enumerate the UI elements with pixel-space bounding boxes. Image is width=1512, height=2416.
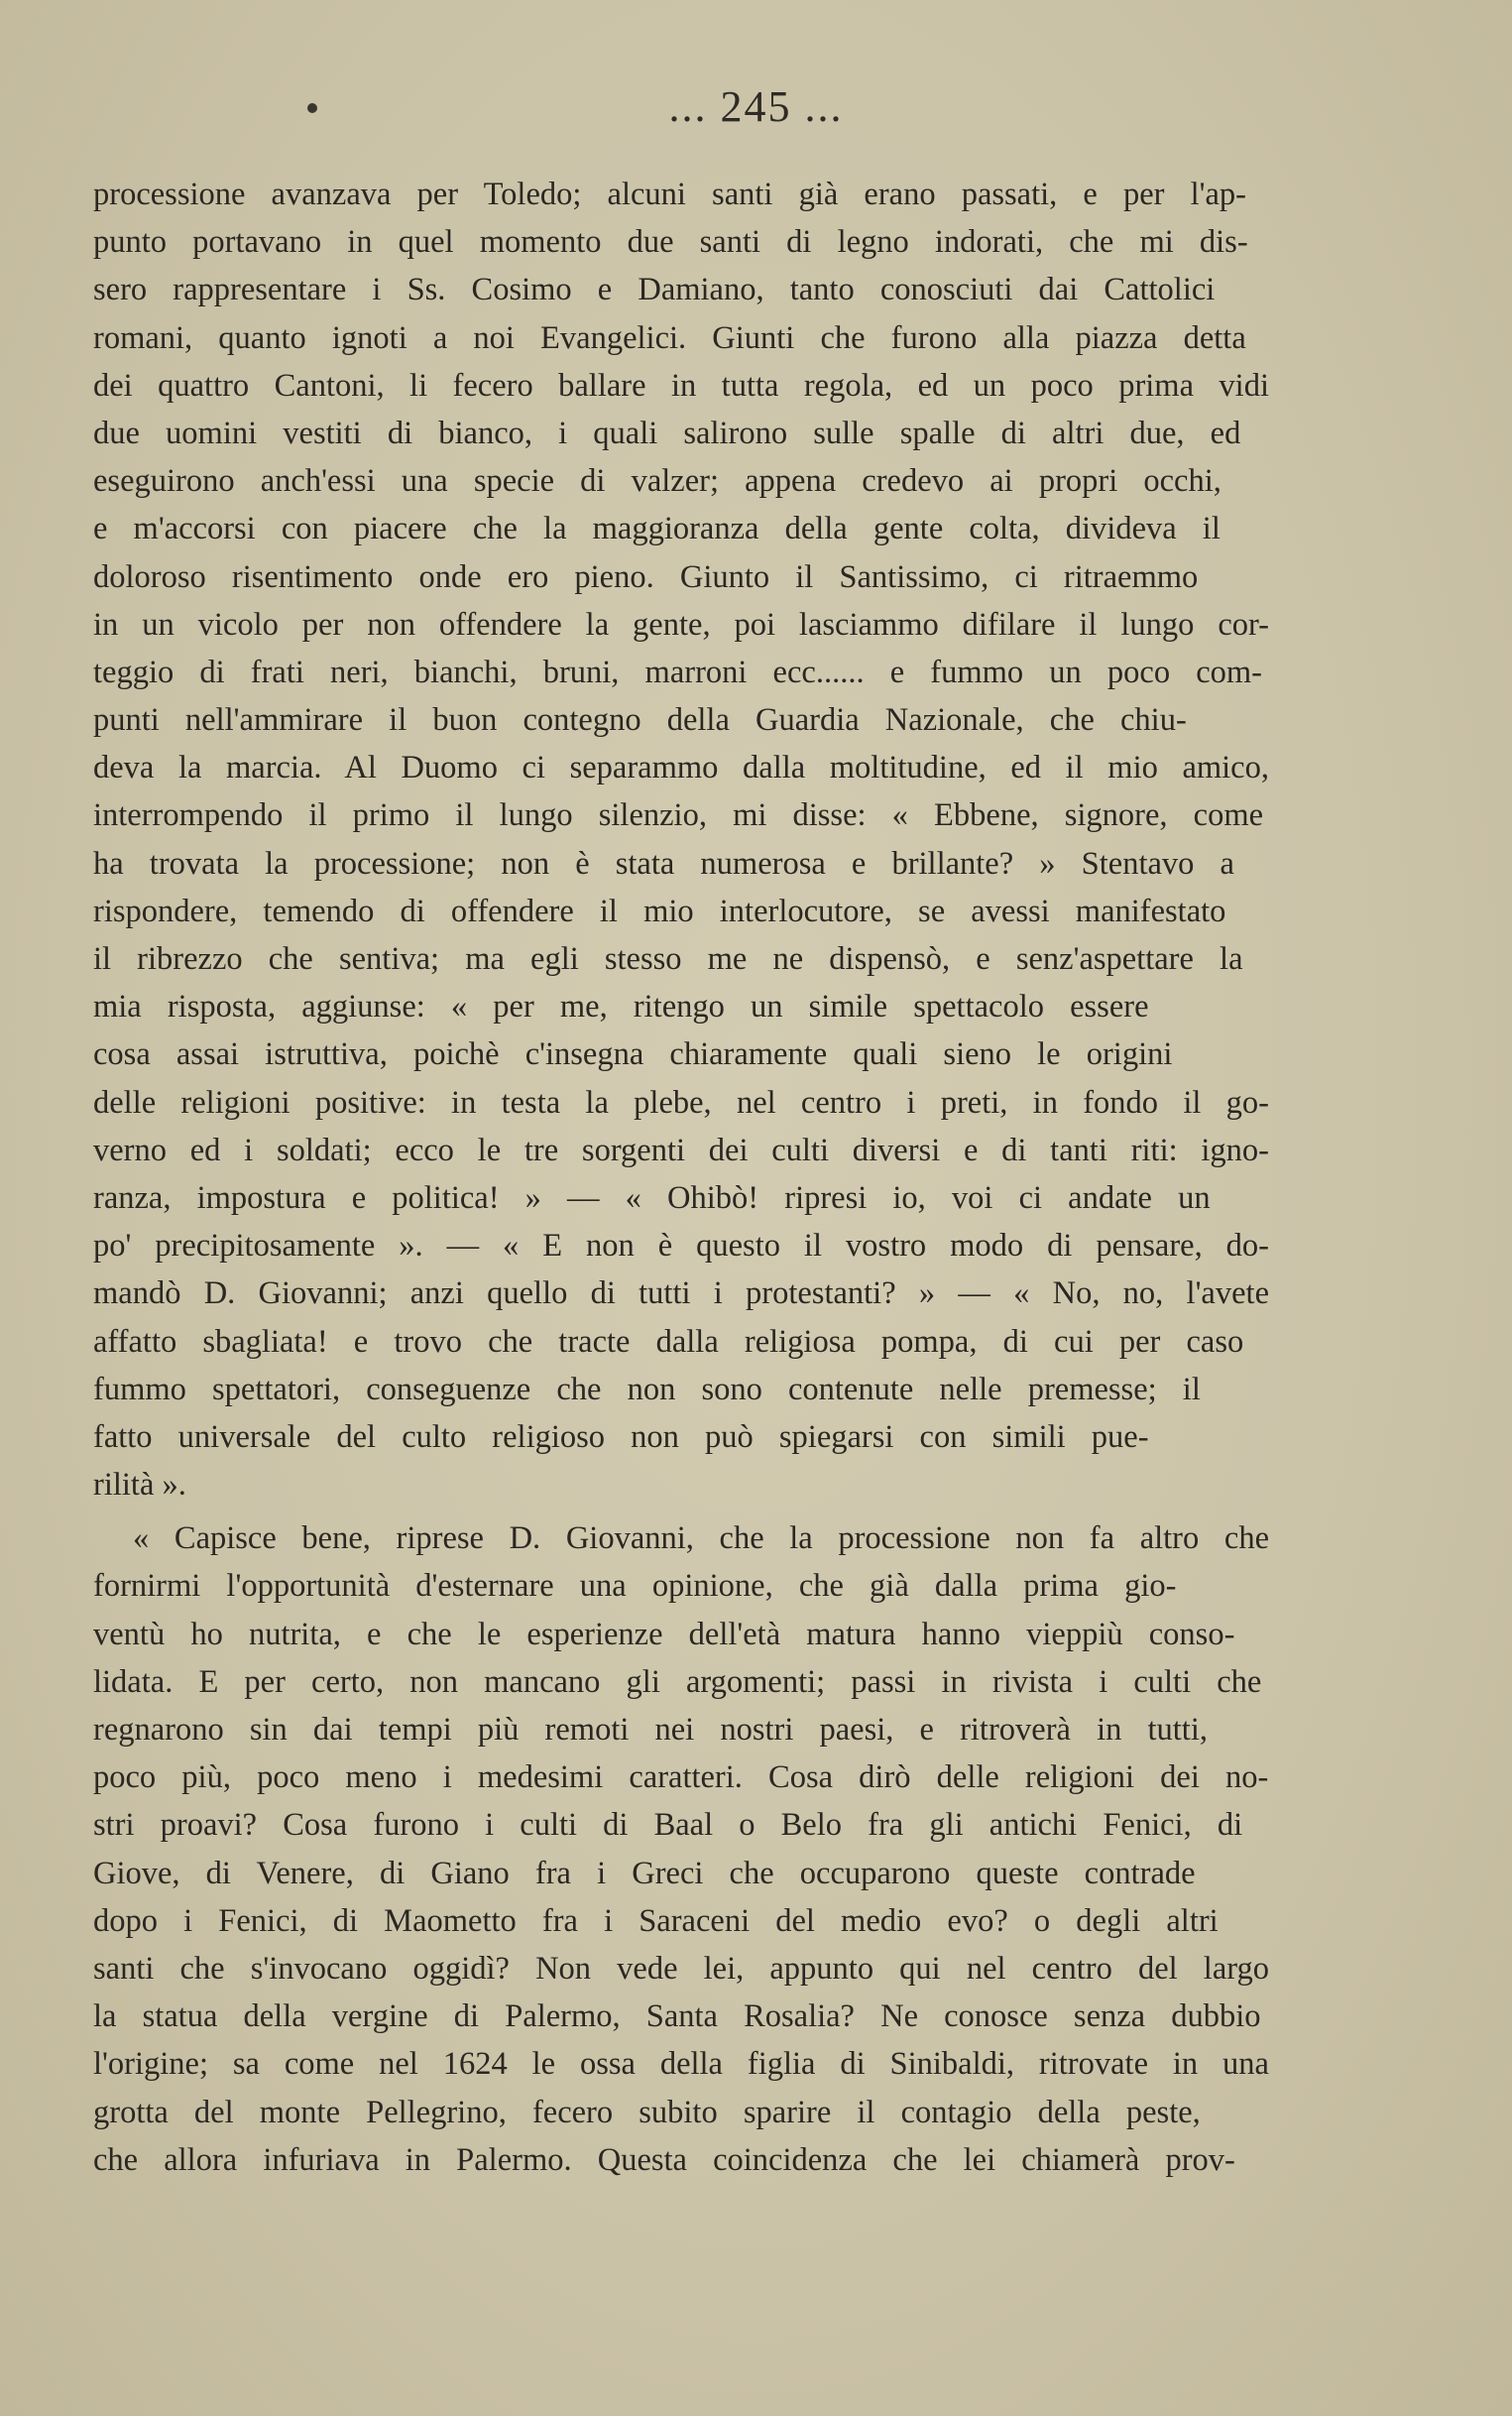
body-text [93,171,1269,2184]
text-line: dopo i Fenici, di Maometto fra i Saraceni del medio evo? o degli altri [93,1902,1219,1939]
text-line: po' precipitosamente ». — « E non è questo il vostro modo di pensare, do- [93,1228,1269,1265]
text-line: sero rappresentare i Ss. Cosimo e Damiano, tanto conosciuti dai Cattolici [93,272,1216,308]
text-line: affatto sbagliata! e trovo che tracte dalla religiosa pompa, di cui per caso [93,1323,1244,1360]
text-line: santi che s'invocano oggidì? Non vede lei, appunto qui nel centro del largo [93,1950,1269,1987]
text-line: stri proavi? Cosa furono i culti di Baal o Belo fra gli antichi Fenici, di [93,1807,1243,1844]
text-line: lidata. E per certo, non mancano gli argomenti; passi in rivista i culti che [93,1663,1262,1700]
text-line: grotta del monte Pellegrino, fecero subito sparire il contagio della peste, [93,2094,1201,2130]
paragraph-end-line: rilità ». [93,1467,186,1504]
text-line: l'origine; sa come nel 1624 le ossa della figlia di Sinibaldi, ritrovate in una [93,2046,1269,2083]
text-line: in un vicolo per non offendere la gente, poi lasciammo difilare il lungo cor- [93,606,1269,643]
text-line: fornirmi l'opportunità d'esternare una opinione, che già dalla prima gio- [93,1568,1177,1605]
text-line: delle religioni positive: in testa la plebe, nel centro i preti, in fondo il go- [93,1084,1269,1121]
text-line: rispondere, temendo di offendere il mio interlocutore, se avessi manifestato [93,893,1226,929]
text-line: regnarono sin dai tempi più remoti nei nostri paesi, e ritroverà in tutti, [93,1712,1208,1748]
text-line: romani, quanto ignoti a noi Evangelici. Giunti che furono alla piazza detta [93,319,1246,356]
text-line: punto portavano in quel momento due santi di legno indorati, che mi dis- [93,224,1248,261]
text-line: che allora infuriava in Palermo. Questa coincidenza che lei chiamerà prov- [93,2141,1235,2178]
text-line: ha trovata la processione; non è stata numerosa e brillante? » Stentavo a [93,845,1234,882]
text-line: teggio di frati neri, bianchi, bruni, marroni ecc...... e fummo un poco com- [93,654,1262,690]
text-line: ventù ho nutrita, e che le esperienze dell'età matura hanno vieppiù conso- [93,1616,1235,1652]
text-line: interrompendo il primo il lungo silenzio, mi disse: « Ebbene, signore, come [93,797,1264,834]
text-line: mia risposta, aggiunse: « per me, ritengo un simile spettacolo essere [93,989,1149,1026]
text-line: verno ed i soldati; ecco le tre sorgenti dei culti diversi e di tanti riti: igno- [93,1132,1269,1168]
text-line: due uomini vestiti di bianco, i quali salirono sulle spalle di altri due, ed [93,415,1241,451]
text-line: processione avanzava per Toledo; alcuni santi già erano passati, e per l'ap- [93,177,1246,212]
text-line: fatto universale del culto religioso non può spiegarsi con simili pue- [93,1418,1149,1455]
text-line: ranza, impostura e politica! » — « Ohibò! ripresi io, voi ci andate un [93,1179,1211,1216]
text-line: la statua della vergine di Palermo, Santa Rosalia? Ne conosce senza dubbio [93,1998,1261,2035]
text-line: cosa assai istruttiva, poichè c'insegna chiaramente quali sieno le origini [93,1036,1173,1073]
text-line: il ribrezzo che sentiva; ma egli stesso me ne dispensò, e senz'aspettare la [93,941,1243,977]
text-line: e m'accorsi con piacere che la maggioranza della gente colta, divideva il [93,511,1221,547]
text-line: doloroso risentimento onde ero pieno. Giunto il Santissimo, ci ritraemmo [93,558,1199,595]
text-line: deva la marcia. Al Duomo ci separammo dalla moltitudine, ed il mio amico, [93,750,1269,786]
text-line: Giove, di Venere, di Giano fra i Greci che occuparono queste contrade [93,1855,1196,1891]
text-line: fummo spettatori, conseguenze che non sono contenute nelle premesse; il [93,1371,1201,1407]
page-number: ... 245 ... [668,82,844,131]
text-line: poco più, poco meno i medesimi caratteri. Cosa dirò delle religioni dei no- [93,1759,1269,1796]
text-line: dei quattro Cantoni, li fecero ballare in tutta regola, ed un poco prima vidi [93,367,1269,404]
paragraph-start-line: « Capisce bene, riprese D. Giovanni, che la processione non fa altro che [133,1520,1269,1557]
text-line: eseguirono anch'essi una specie di valzer; appena credevo ai propri occhi, [93,463,1221,500]
text-line: punti nell'ammirare il buon contegno della Guardia Nazionale, che chiu- [93,702,1187,739]
text-line: mandò D. Giovanni; anzi quello di tutti i protestanti? » — « No, no, l'avete [93,1275,1269,1312]
